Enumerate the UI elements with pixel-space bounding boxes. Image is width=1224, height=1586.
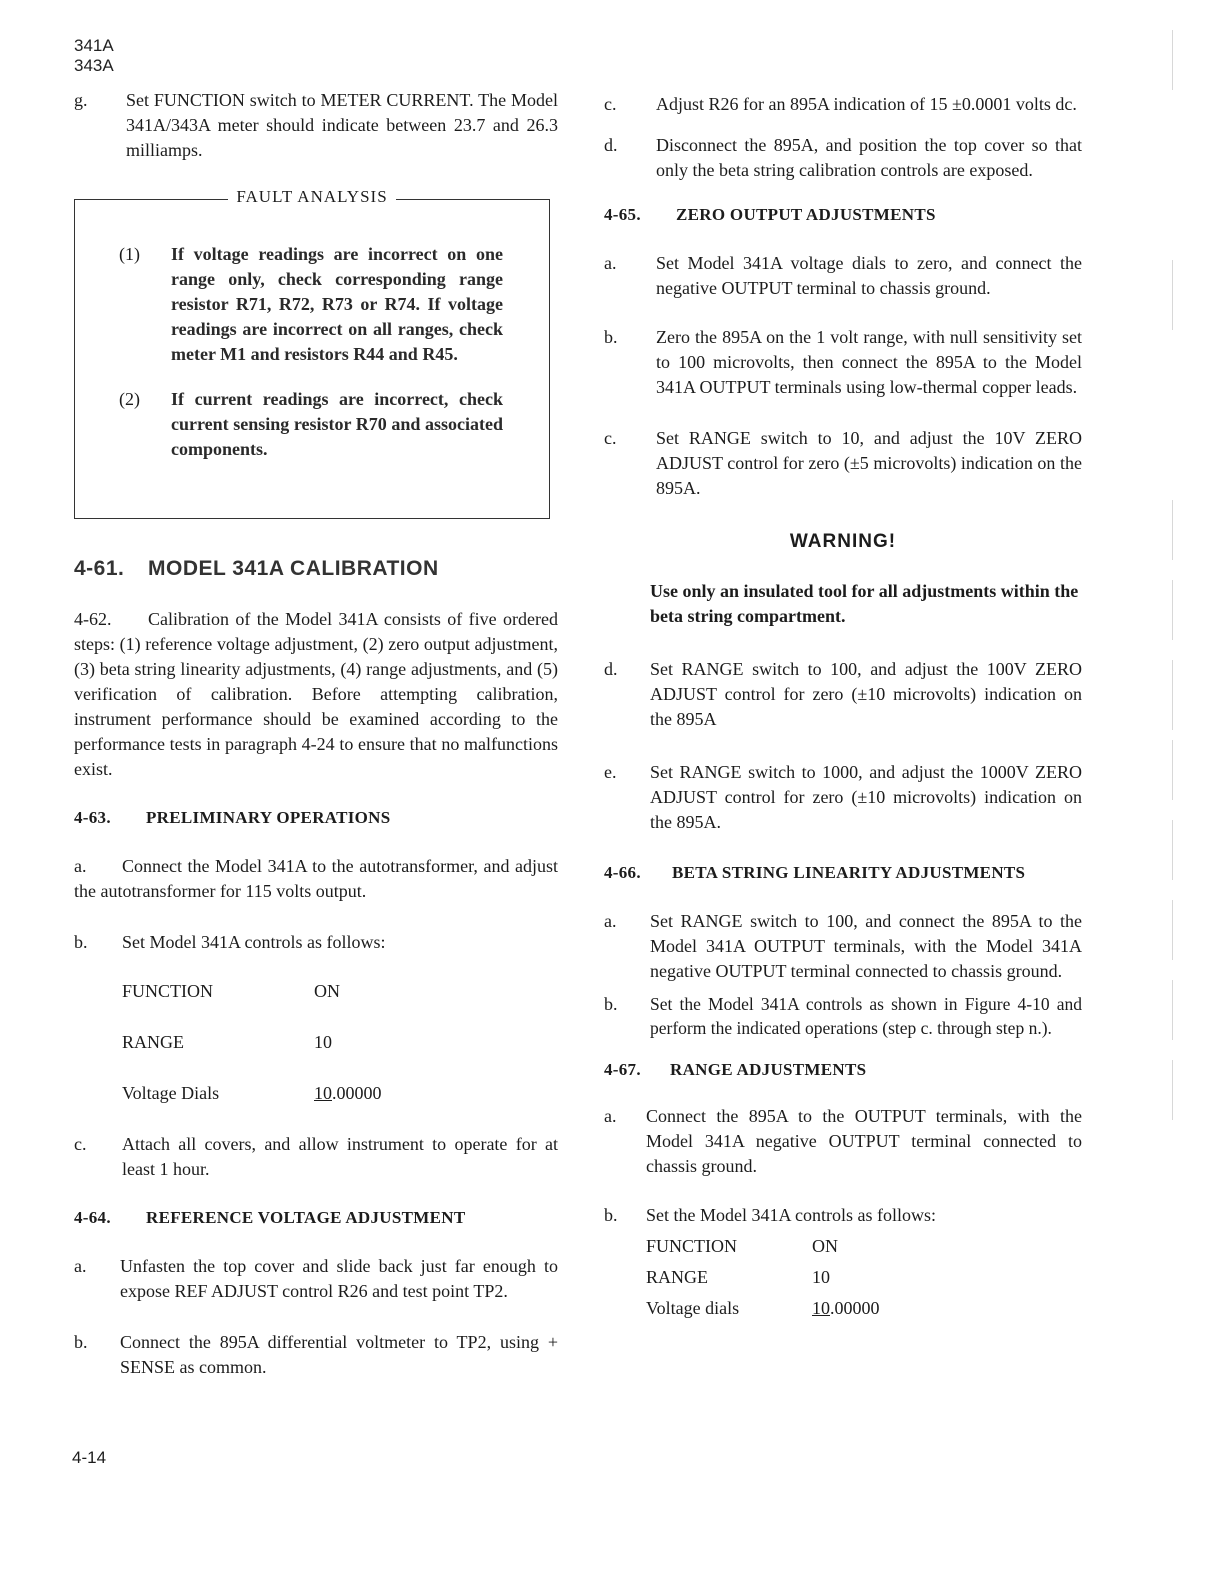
paragraph-4-62: 4-62. Calibration of the Model 341A consists of five ordered steps: (1) reference voltage adjustment, (2) zero output adjustment, (3) beta string linearity adjustments, (4) range adjustments, and (5) verification of calibration. Before attempting calibration, instrument performance should be examined according to the performance tests in paragraph 4-24 to ensure that no malfunctions exist.: [74, 609, 558, 779]
controls-table-right: [646, 1234, 1082, 1321]
fault-item: (2) If current readings are incorrect, check current sensing resistor R70 and associated components.: [119, 389, 503, 459]
section-heading-4-63: 4-63. PRELIMINARY OPERATIONS: [74, 808, 391, 827]
binding-edge-marks: [1168, 20, 1188, 1560]
page-number: 4-14: [72, 1448, 107, 1467]
step-4-64-a: a. Unfasten the top cover and slide back just far enough to expose REF ADJUST control R26 and test point TP2.: [74, 1256, 558, 1301]
control-row: RANGE 10: [646, 1267, 830, 1287]
section-heading-4-66: 4-66. BETA STRING LINEARITY ADJUSTMENTS: [604, 863, 1026, 882]
control-row: FUNCTION ON: [122, 981, 340, 1001]
page-header: [74, 36, 114, 76]
step-4-64-c: c. Adjust R26 for an 895A indication of 15 ±0.0001 volts dc.: [604, 94, 1077, 114]
step-4-65-d: d. Set RANGE switch to 100, and adjust the 100V ZERO ADJUST control for zero (±10 microvolts) indication on the 895A: [604, 659, 1082, 729]
warning-text: Use only an insulated tool for all adjustments within the beta string compartment.: [650, 581, 1079, 626]
control-row: RANGE 10: [122, 1032, 332, 1052]
step-4-66-a: a. Set RANGE switch to 100, and connect the 895A to the Model 341A OUTPUT terminals, with the Model 341A negative OUTPUT terminal connected to chassis ground.: [604, 911, 1082, 981]
step-text: Set FUNCTION switch to METER CURRENT. The Model 341A/343A meter should indicate between 23.7 and 26.3 milliamps.: [126, 90, 558, 160]
step-4-66-b: b. Set the Model 341A controls as shown in Figure 4-10 and perform the indicated operations (step c. through step n.).: [604, 994, 1082, 1038]
fault-analysis-title: FAULT ANALYSIS: [75, 187, 549, 207]
step-4-65-b: b. Zero the 895A on the 1 volt range, with null sensitivity set to 100 microvolts, then connect the 895A to the Model 341A OUTPUT terminals using low-thermal copper leads.: [604, 327, 1082, 397]
step-label: g.: [74, 90, 88, 110]
left-column: [74, 88, 558, 1380]
step-4-63-a: a. Connect the Model 341A to the autotransformer, and adjust the autotransformer for 115 volts output.: [74, 856, 558, 901]
section-heading-4-61: 4-61. MODEL 341A CALIBRATION: [74, 557, 439, 580]
control-row: Voltage dials 10.00000: [646, 1298, 880, 1318]
control-row: Voltage Dials 10.00000: [122, 1083, 382, 1103]
section-heading-4-64: 4-64. REFERENCE VOLTAGE ADJUSTMENT: [74, 1208, 466, 1227]
fault-item: (1) If voltage readings are incorrect on one range only, check corresponding range resistor R71, R72, R73 or R74. If voltage readings are incorrect on all ranges, check meter M1 and resistors R44 and R45.: [119, 244, 503, 364]
warning-title: WARNING!: [789, 531, 897, 552]
step-4-63-c: c. Attach all covers, and allow instrument to operate for at least 1 hour.: [74, 1134, 558, 1179]
right-column: [604, 92, 1082, 1321]
step-4-65-c: c. Set RANGE switch to 10, and adjust the 10V ZERO ADJUST control for zero (±5 microvolts) indication on the 895A.: [604, 428, 1082, 498]
control-row: FUNCTION ON: [646, 1236, 838, 1256]
controls-table: [122, 979, 558, 1106]
fault-analysis-box: [74, 187, 550, 519]
step-4-64-d: d. Disconnect the 895A, and position the top cover so that only the beta string calibration controls are exposed.: [604, 135, 1082, 180]
step-4-64-b: b. Connect the 895A differential voltmeter to TP2, using + SENSE as common.: [74, 1332, 558, 1377]
step-4-67-b: b. Set the Model 341A controls as follows:: [604, 1205, 936, 1225]
step-4-65-a: a. Set Model 341A voltage dials to zero, and connect the negative OUTPUT terminal to chassis ground.: [604, 253, 1082, 298]
step-4-67-a: a. Connect the 895A to the OUTPUT terminals, with the Model 341A negative OUTPUT terminal connected to chassis ground.: [604, 1106, 1082, 1176]
model-343a-label: 343A: [74, 56, 114, 75]
model-341a-label: 341A: [74, 36, 114, 55]
section-heading-4-67: 4-67. RANGE ADJUSTMENTS: [604, 1060, 867, 1079]
step-4-65-e: e. Set RANGE switch to 1000, and adjust the 1000V ZERO ADJUST control for zero (±10 microvolts) indication on the 895A.: [604, 762, 1082, 832]
step-4-63-b: b. Set Model 341A controls as follows:: [74, 932, 386, 952]
section-heading-4-65: 4-65. ZERO OUTPUT ADJUSTMENTS: [604, 205, 936, 224]
step-g: [74, 88, 558, 163]
